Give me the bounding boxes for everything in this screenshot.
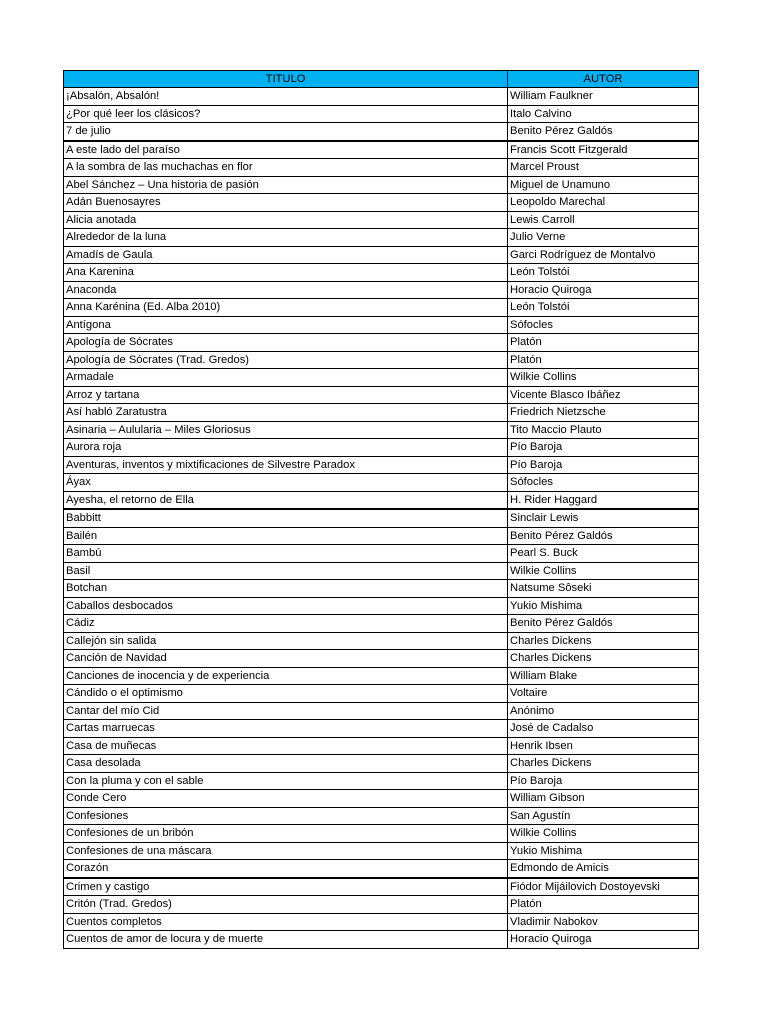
author-cell[interactable]: Platón — [508, 896, 699, 914]
title-cell[interactable]: Crimen y castigo — [64, 878, 508, 896]
title-cell[interactable]: Critón (Trad. Gredos) — [64, 896, 508, 914]
title-cell[interactable]: Abel Sánchez – Una historia de pasión — [64, 176, 508, 194]
table-row — [64, 159, 699, 177]
author-cell[interactable]: Sinclair Lewis — [508, 509, 699, 527]
table-row — [64, 842, 699, 860]
title-cell[interactable]: Confesiones de un bribón — [64, 825, 508, 843]
author-cell[interactable]: Wilkie Collins — [508, 369, 699, 387]
title-cell[interactable]: Canciones de inocencia y de experiencia — [64, 667, 508, 685]
title-cell[interactable]: Botchan — [64, 580, 508, 598]
table-row — [64, 580, 699, 598]
table-row — [64, 685, 699, 703]
author-cell[interactable]: Platón — [508, 334, 699, 352]
author-cell[interactable]: William Blake — [508, 667, 699, 685]
author-cell[interactable]: William Faulkner — [508, 88, 699, 106]
table-row — [64, 386, 699, 404]
author-cell[interactable]: Julio Verne — [508, 229, 699, 247]
title-cell[interactable]: A este lado del paraíso — [64, 141, 508, 159]
author-cell[interactable]: Lewis Carroll — [508, 211, 699, 229]
author-cell[interactable]: Vladimir Nabokov — [508, 913, 699, 931]
title-cell[interactable]: ¿Por qué leer los clásicos? — [64, 105, 508, 123]
table-row — [64, 825, 699, 843]
table-row — [64, 790, 699, 808]
title-cell[interactable]: A la sombra de las muchachas en flor — [64, 159, 508, 177]
table-row — [64, 299, 699, 317]
title-cell[interactable]: Cádiz — [64, 615, 508, 633]
table-row — [64, 807, 699, 825]
title-cell[interactable]: Caballos desbocados — [64, 597, 508, 615]
table-row — [64, 491, 699, 509]
author-cell[interactable]: José de Cadalso — [508, 720, 699, 738]
title-cell[interactable]: Amadís de Gaula — [64, 246, 508, 264]
author-cell[interactable]: William Gibson — [508, 790, 699, 808]
table-row — [64, 860, 699, 878]
table-row — [64, 474, 699, 492]
title-cell[interactable]: Conde Cero — [64, 790, 508, 808]
author-cell[interactable]: Benito Pérez Galdós — [508, 615, 699, 633]
table-row — [64, 737, 699, 755]
author-cell[interactable]: Natsume Sôseki — [508, 580, 699, 598]
title-cell[interactable]: Antígona — [64, 316, 508, 334]
title-cell[interactable]: Canción de Navidad — [64, 650, 508, 668]
column-header-autor[interactable]: AUTOR — [508, 71, 699, 88]
table-row — [64, 896, 699, 914]
author-cell[interactable]: Wilkie Collins — [508, 825, 699, 843]
header-row — [64, 71, 699, 88]
table-row — [64, 878, 699, 896]
author-cell[interactable]: Italo Calvino — [508, 105, 699, 123]
author-cell[interactable]: Anónimo — [508, 702, 699, 720]
author-cell[interactable]: Henrik Ibsen — [508, 737, 699, 755]
title-cell[interactable]: Arroz y tartana — [64, 386, 508, 404]
author-cell[interactable]: Francis Scott Fitzgerald — [508, 141, 699, 159]
title-cell[interactable]: Casa desolada — [64, 755, 508, 773]
title-cell[interactable]: Cuentos de amor de locura y de muerte — [64, 931, 508, 949]
author-cell[interactable]: Leopoldo Marechal — [508, 194, 699, 212]
table-row — [64, 615, 699, 633]
table-row — [64, 316, 699, 334]
title-cell[interactable]: Cándido o el optimismo — [64, 685, 508, 703]
author-cell[interactable]: Wilkie Collins — [508, 562, 699, 580]
author-cell[interactable]: Sófocles — [508, 474, 699, 492]
author-cell[interactable]: Pío Baroja — [508, 456, 699, 474]
table-row — [64, 141, 699, 159]
title-cell[interactable]: Confesiones de una máscara — [64, 842, 508, 860]
title-cell[interactable]: Confesiones — [64, 807, 508, 825]
title-cell[interactable]: Armadale — [64, 369, 508, 387]
table-row — [64, 176, 699, 194]
table-row — [64, 720, 699, 738]
table-row — [64, 509, 699, 527]
author-cell[interactable]: H. Rider Haggard — [508, 491, 699, 509]
table-row — [64, 123, 699, 141]
title-cell[interactable]: Apología de Sócrates (Trad. Gredos) — [64, 351, 508, 369]
title-cell[interactable]: Adán Buenosayres — [64, 194, 508, 212]
table-row — [64, 755, 699, 773]
author-cell[interactable]: Charles Dickens — [508, 632, 699, 650]
table-row — [64, 229, 699, 247]
title-cell[interactable]: Casa de muñecas — [64, 737, 508, 755]
table-row — [64, 772, 699, 790]
title-cell[interactable]: Corazón — [64, 860, 508, 878]
author-cell[interactable]: Tito Maccio Plauto — [508, 421, 699, 439]
author-cell[interactable]: Benito Pérez Galdós — [508, 123, 699, 141]
title-cell[interactable]: Ayesha, el retorno de Ella — [64, 491, 508, 509]
title-cell[interactable]: Aurora roja — [64, 439, 508, 457]
title-cell[interactable]: 7 de julio — [64, 123, 508, 141]
title-cell[interactable]: Callejón sin salida — [64, 632, 508, 650]
author-cell[interactable]: Pearl S. Buck — [508, 545, 699, 563]
table-row — [64, 264, 699, 282]
author-cell[interactable]: Charles Dickens — [508, 650, 699, 668]
author-cell[interactable]: Marcel Proust — [508, 159, 699, 177]
table-row — [64, 650, 699, 668]
column-header-titulo[interactable]: TITULO — [64, 71, 508, 88]
author-cell[interactable]: Voltaire — [508, 685, 699, 703]
author-cell[interactable]: Yukio Mishima — [508, 842, 699, 860]
author-cell[interactable]: Edmondo de Amicis — [508, 860, 699, 878]
author-cell[interactable]: Vicente Blasco Ibáñez — [508, 386, 699, 404]
table-row — [64, 597, 699, 615]
title-cell[interactable]: Áyax — [64, 474, 508, 492]
author-cell[interactable]: Sófocles — [508, 316, 699, 334]
table-row — [64, 545, 699, 563]
title-cell[interactable]: Con la pluma y con el sable — [64, 772, 508, 790]
table-row — [64, 632, 699, 650]
table-row — [64, 211, 699, 229]
author-cell[interactable]: Miguel de Unamuno — [508, 176, 699, 194]
title-cell[interactable]: Alicia anotada — [64, 211, 508, 229]
title-cell[interactable]: Cuentos completos — [64, 913, 508, 931]
title-cell[interactable]: Babbitt — [64, 509, 508, 527]
table-row — [64, 194, 699, 212]
table-row — [64, 702, 699, 720]
author-cell[interactable]: León Tolstói — [508, 264, 699, 282]
author-cell[interactable]: Pío Baroja — [508, 439, 699, 457]
table-row — [64, 351, 699, 369]
table-row — [64, 281, 699, 299]
title-cell[interactable]: Aventuras, inventos y mixtificaciones de Silvestre Paradox — [64, 456, 508, 474]
title-cell[interactable]: Apología de Sócrates — [64, 334, 508, 352]
title-cell[interactable]: Cartas marruecas — [64, 720, 508, 738]
author-cell[interactable]: Horacio Quiroga — [508, 281, 699, 299]
author-cell[interactable]: Charles Dickens — [508, 755, 699, 773]
author-cell[interactable]: San Agustín — [508, 807, 699, 825]
author-cell[interactable]: Fiódor Mijáilovich Dostoyevski — [508, 878, 699, 896]
table-row — [64, 421, 699, 439]
author-cell[interactable]: Yukio Mishima — [508, 597, 699, 615]
table-row — [64, 246, 699, 264]
table-row — [64, 527, 699, 545]
title-cell[interactable]: Bambú — [64, 545, 508, 563]
table-row — [64, 334, 699, 352]
table-row — [64, 562, 699, 580]
title-cell[interactable]: Asinaria – Aulularia – Miles Gloriosus — [64, 421, 508, 439]
author-cell[interactable]: Platón — [508, 351, 699, 369]
author-cell[interactable]: Horacio Quiroga — [508, 931, 699, 949]
table-row — [64, 369, 699, 387]
author-cell[interactable]: Garci Rodríguez de Montalvo — [508, 246, 699, 264]
title-cell[interactable]: Basil — [64, 562, 508, 580]
author-cell[interactable]: Pío Baroja — [508, 772, 699, 790]
author-cell[interactable]: León Tolstói — [508, 299, 699, 317]
table-row — [64, 456, 699, 474]
title-cell[interactable]: Así habló Zaratustra — [64, 404, 508, 422]
table-row — [64, 105, 699, 123]
title-cell[interactable]: Alrededor de la luna — [64, 229, 508, 247]
title-cell[interactable]: Anna Karénina (Ed. Alba 2010) — [64, 299, 508, 317]
title-cell[interactable]: Bailén — [64, 527, 508, 545]
author-cell[interactable]: Friedrich Nietzsche — [508, 404, 699, 422]
table-row — [64, 667, 699, 685]
title-cell[interactable]: Cantar del mío Cid — [64, 702, 508, 720]
title-cell[interactable]: ¡Absalón, Absalón! — [64, 88, 508, 106]
book-table — [63, 70, 699, 949]
table-row — [64, 404, 699, 422]
table-row — [64, 88, 699, 106]
table-row — [64, 439, 699, 457]
title-cell[interactable]: Ana Karenina — [64, 264, 508, 282]
table-row — [64, 913, 699, 931]
title-cell[interactable]: Anaconda — [64, 281, 508, 299]
author-cell[interactable]: Benito Pérez Galdós — [508, 527, 699, 545]
table-row — [64, 931, 699, 949]
